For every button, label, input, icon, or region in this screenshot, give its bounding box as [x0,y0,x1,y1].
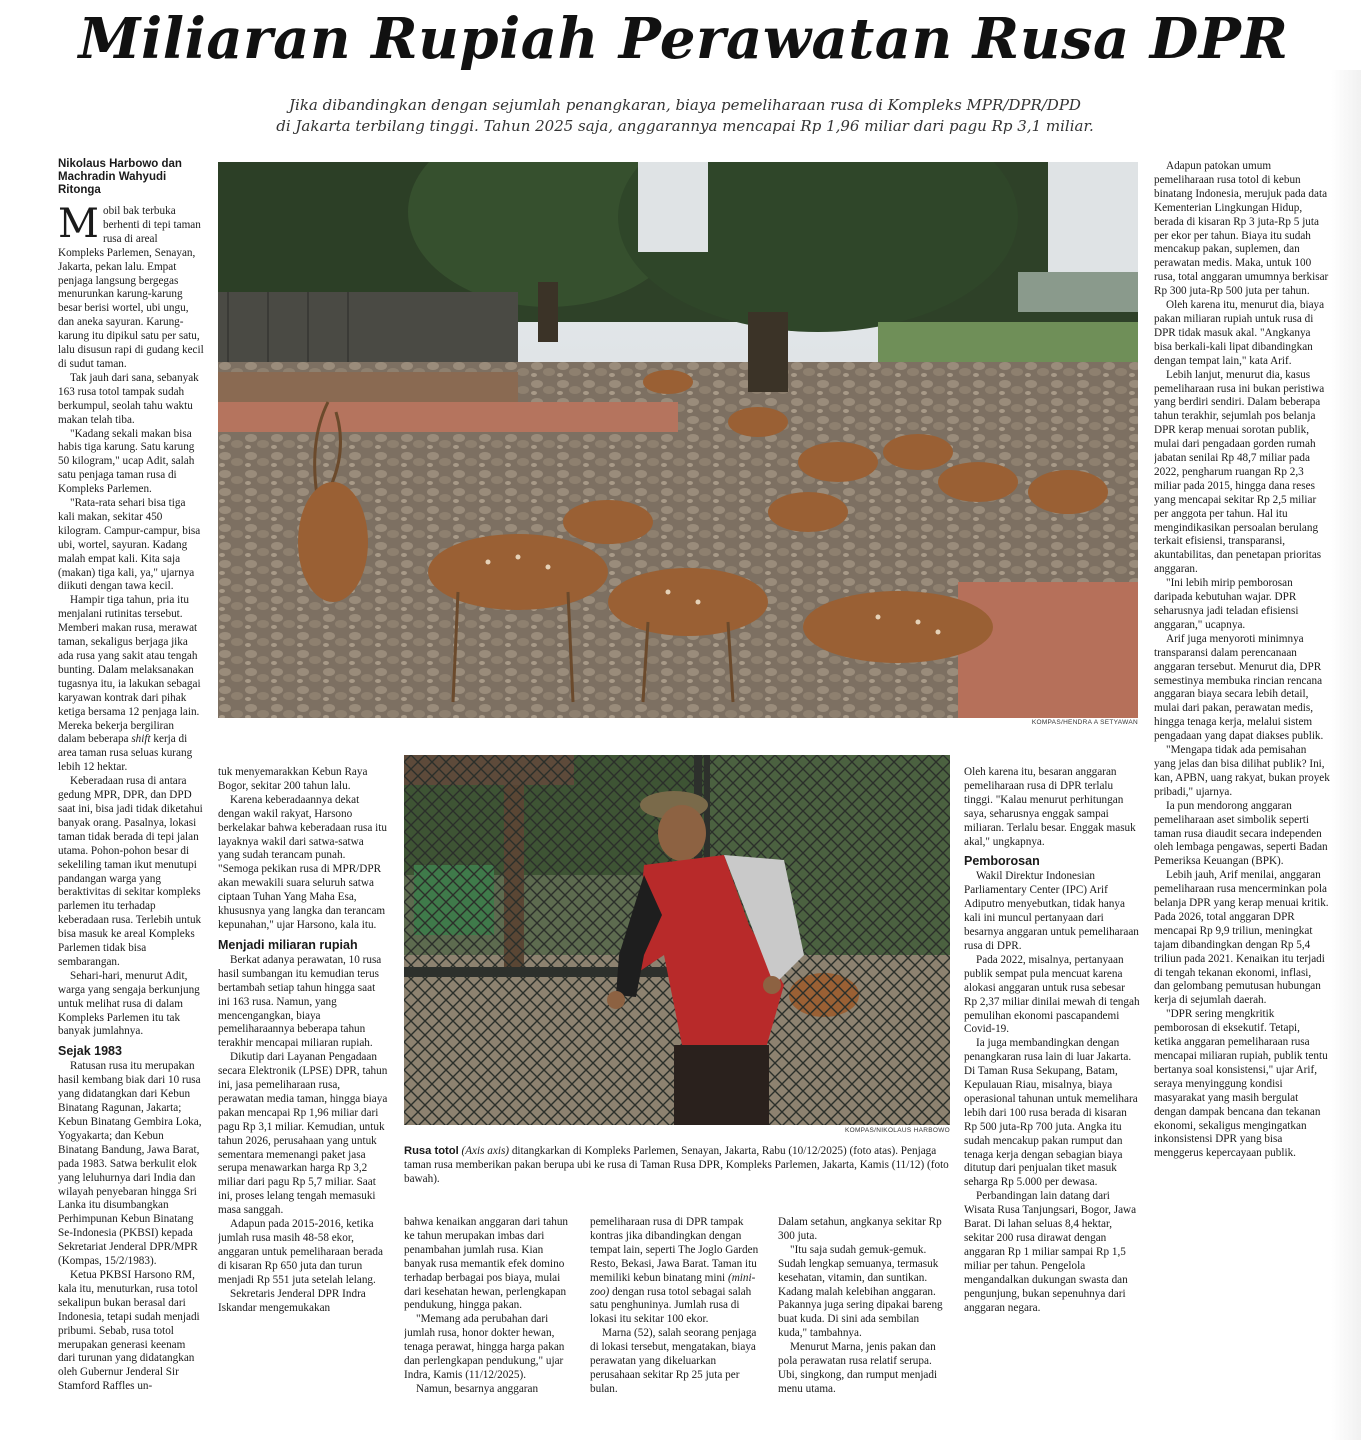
col1-p1: obil bak terbuka berhenti di tepi taman rusa di areal Kompleks Parlemen, Senayan, Jakarta, pekan lalu. Empat penjaga langsung bergegas menurunkan karung-karung besar berisi wortel, ubi ungu, dan aneka sayuran. Karung-karung itu dipikul satu per satu, lalu disusun rapi di gudang kecil di sudut taman. [58,205,204,370]
col1-p8: Ratusan rusa itu merupakan hasil kembang biak dari 10 rusa yang didatangkan dari Kebun Binatang Ragunan, Jakarta; Kebun Binatang Gembira Loka, Yogyakarta; dan Kebun Binatang Bandung, Jawa Barat, pada 1983. Satwa berkulit elok yang leluhurnya dari India dan wilayah penyebaran hingga Sri Lanka itu disumbangkan Perhimpunan Kebun Binatang Se-Indonesia (PKBSI) kepada Sekretariat Jenderal DPR/MPR (Kompas, 15/2/1983). [58,1060,202,1268]
col7-p5: Arif juga menyoroti minimnya transparansi dalam perencanaan anggaran tersebut. Menurut dia, DPR semestinya membuka rincian rencana anggaran biaya secara lebih detail, mulai dari pakan, perawatan medis, hingga tenaga kerja, melalui sistem pengadaan yang dapat diakses publik. [1154,632,1324,743]
col3-p2: "Memang ada perubahan dari jumlah rusa, honor dokter hewan, tenaga perawat, hingga harga pakan dan perlengkapan pendukung," ujar Indra, Kamis (11/12/2025). [404,1313,565,1381]
col3-p3: Namun, besarnya anggaran [416,1382,539,1395]
col4-p2: Marna (52), salah seorang penjaga di lokasi tersebut, mengatakan, biaya perawatan yang dikeluarkan perusahaan sekitar Rp 25 juta per bulan. [590,1327,757,1395]
deer-park-illustration [218,162,1138,718]
photo-caption [404,1144,950,1186]
subhead-sejak-1983: Sejak 1983 [58,1044,122,1059]
column-7 [1154,160,1330,1430]
dropcap: M [58,201,99,247]
deck [200,95,1170,137]
photo-top-credit: KOMPAS/HENDRA A SETYAWAN [1031,719,1138,726]
col5-p2: "Itu saja sudah gemuk-gemuk. Sudah lengkap semuanya, termasuk kesehatan, vitamin, dan suntikan. Kadang malah kelebihan anggaran. Pakannya juga sering dipakai bareng buat kuda. Di sini ada sembilan kuda," tambahnya. [778,1243,943,1340]
col2-p4: Dikutip dari Layanan Pengadaan secara Elektronik (LPSE) DPR, tahun ini, jasa pemeliharaan rusa, perawatan media taman, hingga biaya pakan mencapai Rp 1,96 miliar dari pagu Rp 3,1 miliar. Kemudian, untuk tahun 2026, perusahaan yang untuk sementara memenangi paket jasa serupa menawarkan harga Rp 3,2 miliar dari pagu Rp 5,7 miliar. Saat ini, proses lelang tengah memasuki masa sanggah. [218,1051,388,1217]
col7-p6: "Mengapa tidak ada pemisahan yang jelas dan bisa dilihat publik? Ini, kan, APBN, uang rakyat, bukan proyek pribadi," ujarnya. [1154,744,1330,798]
side-watermark [1331,70,1361,1440]
column-6 [964,766,1140,1430]
col7-p8: Lebih jauh, Arif menilai, anggaran pemeliharaan rusa mencerminkan pola belanja DPR yang kerap menuai kritik. Pada 2026, total anggaran DPR mencapai Rp 9,9 triliun, meningkat tajam dibandingkan dengan Rp 5,4 triliun pada 2021. Kenaikan itu terjadi di tengah tekanan ekonomi, inflasi, dan gelombang pemutusan hubungan kerja di sejumlah daerah. [1154,869,1329,1007]
col1-p4: "Rata-rata sehari bisa tiga kali makan, sekitar 450 kilogram. Campur-campur, bisa ubi, wortel, sayuran. Kadang malah empat kali. Kita saja (makan) tiga kali, ya," ujarnya diikuti dengan tawa kecil. [58,497,201,593]
col2-p6: Sekretaris Jenderal DPR Indra Iskandar mengemukakan [218,1287,366,1314]
col6-p1: Oleh karena itu, besaran anggaran pemeliharaan rusa di DPR terlalu tinggi. "Kalau menurut perhitungan saya, seharusnya enggak sampai miliaran. Terlalu besar. Enggak masuk akal," ungkapnya. [964,766,1136,848]
col1-p3: "Kadang sekali makan bisa habis tiga karung. Satu karung 50 kilogram," ucap Adit, salah satu penjaga taman rusa di Kompleks Parlemen. [58,427,195,496]
column-3 [404,1216,576,1430]
col6-p3: Pada 2022, misalnya, pertanyaan publik sempat pula mencuat karena alokasi anggaran untuk rusa sebesar Rp 2,37 miliar dinilai mewah di tengah pemulihan ekonomi pascapandemi Covid-19. [964,953,1140,1036]
photo-deer-park [218,162,1138,718]
col2-p3: Berkat adanya perawatan, 10 rusa hasil sumbangan itu kemudian terus bertambah setiap tahun hingga saat ini 163 rusa. Namun, yang mencengangkan, biaya pemeliharaannya beberapa tahun terakhir mencapai miliaran rupiah. [218,953,382,1050]
photo-keeper-feeding [404,755,950,1125]
col7-p2: Oleh karena itu, menurut dia, biaya pakan miliaran rupiah untuk rusa di DPR tidak masuk akal. "Angkanya bisa berkali-kali lipat dibandingkan dengan tempat lain," kata Arif. [1154,299,1325,367]
col4-p1: pemeliharaan rusa di DPR tampak kontras jika dibandingkan dengan tempat lain, seperti The Joglo Garden Resto, Bekasi, Jawa Barat. Taman itu memiliki kebun binatang mini (mini-zoo) dengan rusa totol sebagai salah satu penghuninya. Jumlah rusa di lokasi itu sekitar 100 ekor. [590,1216,759,1326]
column-4 [590,1216,762,1430]
col1-p7: Sehari-hari, menurut Adit, warga yang sengaja berkunjung untuk melihat rusa di dalam Kompleks Parlemen itu tak banyak jumlahnya. [58,969,200,1038]
subhead-menjadi-miliaran: Menjadi miliaran rupiah [218,937,358,952]
col1-p2: Tak jauh dari sana, sebanyak 163 rusa totol tampak sudah berkumpul, seolah tahu waktu makan telah tiba. [58,371,199,426]
caption-title: Rusa totol [404,1145,459,1157]
col7-p4: "Ini lebih mirip pemborosan daripada kebutuhan wajar. DPR seharusnya jadi teladan efisiensi anggaran," ucapnya. [1154,577,1299,631]
col3-p1: bahwa kenaikan anggaran dari tahun ke tahun merupakan imbas dari penambahan jumlah rusa. Kian banyak rusa memantik efek domino terhadap berbagai pos biaya, mulai dari kesehatan hewan, perlengkapan pendukung, hingga pakan. [404,1216,569,1312]
photo-bottom-credit: KOMPAS/NIKOLAUS HARBOWO [844,1127,950,1134]
col7-p7: Ia pun mendorong anggaran pemeliharaan aset simbolik seperti taman rusa diaudit secara independen oleh lembaga pengawas, seperti Badan Pemeriksa Keuangan (BPK). [1154,799,1328,868]
col7-p1: Adapun patokan umum pemeliharaan rusa totol di kebun binatang Indonesia, merujuk pada data Kementerian Lingkungan Hidup, berada di kisaran Rp 3 juta-Rp 5 juta per ekor per tahun. Biaya itu sudah mencakup pakan, suplemen, dan perawatan medis. Maka, untuk 100 rusa, total anggaran umumnya berkisar Rp 300 juta-Rp 500 juta per tahun. [1154,160,1329,298]
headline: Miliaran Rupiah Perawatan Rusa DPR [78,6,1289,72]
column-1 [58,158,204,1430]
column-2 [218,766,388,1430]
col1-p6: Keberadaan rusa di antara gedung MPR, DPR, dan DPD saat ini, bisa jadi tidak diketahui banyak orang. Pasalnya, lokasi taman tidak berada di tepi jalan utama. Pohon-pohon besar di sekeliling taman ikut menutupi pandangan warga yang beraktivitas di sekitar kompleks parlemen itu terhadap keberadaan rusa. Terlebih untuk bisa masuk ke areal Kompleks Parlemen tidak bisa sembarangan. [58,775,203,968]
caption-species: (Axis axis) [461,1145,510,1157]
keeper-feeding-illustration [404,755,950,1125]
col5-p3: Menurut Marna, jenis pakan dan pola perawatan rusa relatif serupa. Ubi, singkong, dan rumput menjadi menu utama. [778,1341,938,1395]
col6-p2: Wakil Direktur Indonesian Parliamentary Center (IPC) Arif Adiputro menyebutkan, tidak hanya kali ini muncul pertanyaan dari besarnya anggaran untuk pemeliharaan rusa di DPR. [964,870,1139,952]
caption-text: ditangkarkan di Kompleks Parlemen, Senayan, Jakarta, Rabu (10/12/2025) (foto atas). Penjaga taman rusa memberikan pakan berupa ubi ke rusa di Taman Rusa DPR, Kompleks Parlemen, Jakarta, Kamis (11/12) (foto bawah). [404,1145,949,1185]
column-5 [778,1216,950,1430]
col2-p1: tuk menyemarakkan Kebun Raya Bogor, sekitar 200 tahun lalu. [218,766,368,792]
col5-p1: Dalam setahun, angkanya sekitar Rp 300 juta. [778,1216,942,1242]
col7-p3: Lebih lanjut, menurut dia, kasus pemeliharaan rusa ini bukan peristiwa yang berdiri sendiri. Dalam beberapa tahun terakhir, sejumlah pos belanja DPR kerap menuai sorotan publik, mulai dari pengadaan gorden rumah jabatan senilai Rp 48,7 miliar pada 2022, pengharum ruangan Rp 2,3 miliar pada 2015, hingga dana reses yang mencapai sekitar Rp 2,5 miliar per anggota per tahun. Hal itu mengindikasikan persoalan berulang terkait efisiensi, transparansi, akuntabilitas, dan penetapan prioritas anggaran. [1154,368,1325,576]
col1-p5: Hampir tiga tahun, pria itu menjalani rutinitas tersebut. Memberi makan rusa, merawat taman, sekaligus berjaga jika ada rusa yang sakit atau tengah bunting. Dalam melaksanakan tugasnya itu, ia lakukan sebagai karyawan kontrak dari pihak ketiga bersama 12 penjaga lain. Mereka bekerja bergiliran dalam beberapa shift kerja di area taman rusa seluas kurang lebih 12 hektar. [58,594,201,774]
col6-p5: Perbandingan lain datang dari Wisata Rusa Tanjungsari, Bogor, Jawa Barat. Di lahan seluas 8,4 hektar, sekitar 200 rusa dirawat dengan anggaran Rp 1 miliar sampai Rp 1,5 miliar per tahun. Pengelola mengandalkan dukungan swasta dan pengunjung, bukan sepenuhnya dari anggaran negara. [964,1190,1137,1314]
col2-p5: Adapun pada 2015-2016, ketika jumlah rusa masih 48-58 ekor, anggaran untuk pemeliharaan berada di kisaran Rp 650 juta dan turun menjadi Rp 551 juta setelah lelang. [218,1218,383,1286]
col6-p4: Ia juga membandingkan dengan penangkaran rusa lain di luar Jakarta. Di Taman Rusa Sekupang, Batam, Kepulauan Riau, misalnya, biaya operasional tahunan untuk memelihara lebih dari 100 rusa berada di kisaran Rp 500 juta-Rp 700 juta. Angka itu sudah mencakup pakan rumput dan tenaga kerja dengan sebagian biaya ditutup dari penjualan tiket masuk seharga Rp 5.000 per dewasa. [964,1037,1138,1189]
col1-p9: Ketua PKBSI Harsono RM, kala itu, menuturkan, rusa totol sekalipun bukan berasal dari Indonesia, tetapi sudah menjadi pribumi. Sebab, rusa totol merupakan generasi keenam dari turunan yang didatangkan oleh Gubernur Jenderal Sir Stamford Raffles un- [58,1268,200,1393]
col7-p9: "DPR sering mengkritik pemborosan di eksekutif. Tetapi, ketika anggaran pemeliharaan rusa mencapai miliaran rupiah, publik tentu bertanya soal konsistensi," ujar Arif, seraya menyinggung kondisi masyarakat yang masih bergulat dengan dampak bencana dan tekanan ekonomi, sekaligus mengingatkan inkonsistensi DPR yang bisa menggerus kepercayaan publik. [1154,1008,1328,1160]
byline: Nikolaus Harbowo dan Machradin Wahyudi Ritonga [58,158,182,196]
deck-line-2: di Jakarta terbilang tinggi. Tahun 2025 saja, anggarannya mencapai Rp 1,96 miliar dari pagu Rp 3,1 miliar. [276,117,1094,135]
col2-p2: Karena keberadaannya dekat dengan wakil rakyat, Harsono berkelakar bahwa keberadaan rusa itu layaknya wakil dari satwa-satwa yang sudah terancam punah. "Semoga pekikan rusa di MPR/DPR akan mewakili suara seluruh satwa ciptaan Tuhan Yang Maha Esa, khususnya yang langka dan terancam kepunahan," ujar Harsono, kala itu. [218,793,387,931]
deck-line-1: Jika dibandingkan dengan sejumlah penangkaran, biaya pemeliharaan rusa di Kompleks MPR/DPR/DPD [289,96,1081,114]
subhead-pemborosan: Pemborosan [964,854,1040,869]
